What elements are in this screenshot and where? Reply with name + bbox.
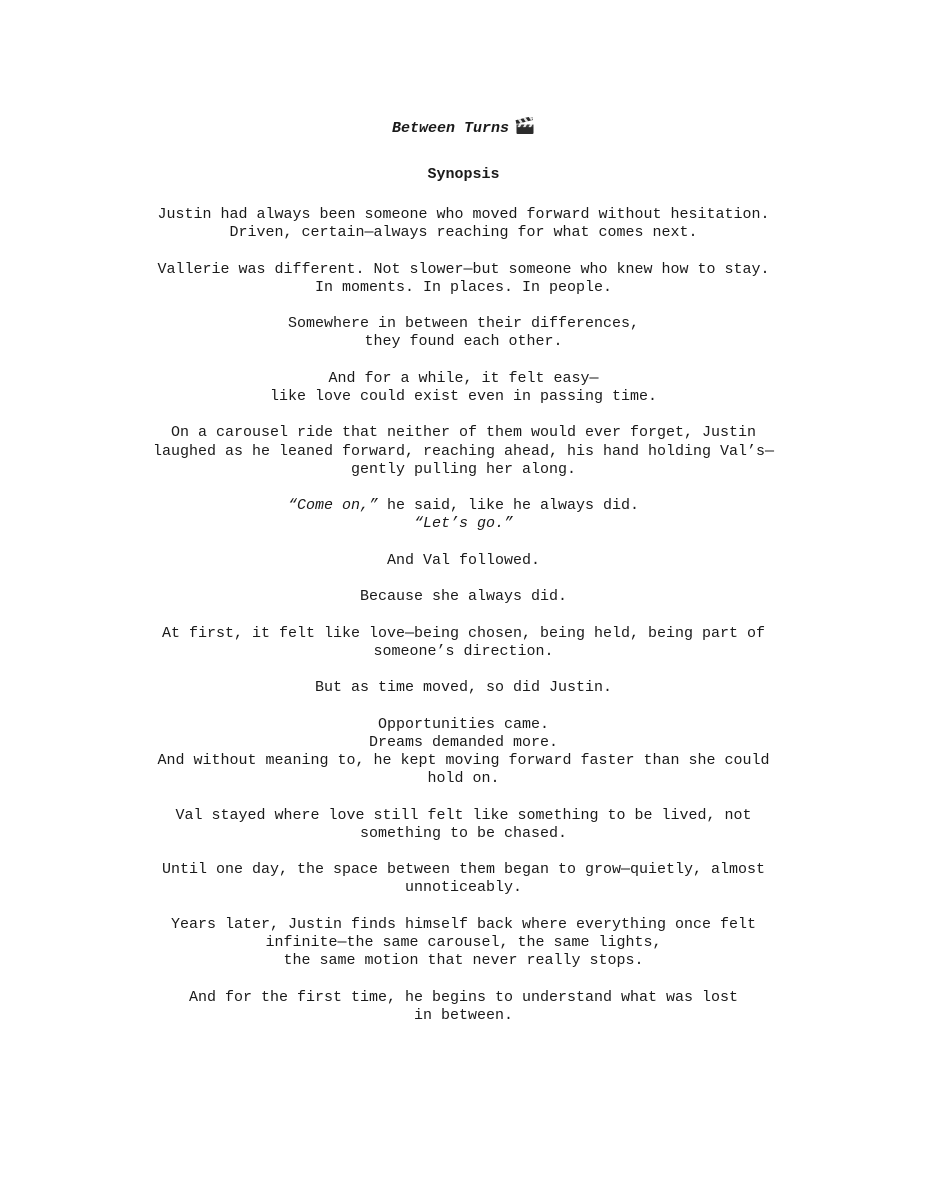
synopsis-paragraph: [0, 206, 927, 242]
paragraph-line: [0, 497, 927, 515]
line-text: gently pulling her along.: [350, 460, 577, 478]
paragraph-line: [0, 952, 927, 970]
title-text: Between Turns: [391, 120, 510, 137]
clapperboard-icon: [515, 117, 535, 135]
paragraph-line: [0, 770, 927, 788]
synopsis-paragraph: [0, 261, 927, 297]
line-text: Opportunities came.: [377, 715, 550, 733]
synopsis-paragraph: [0, 315, 927, 351]
synopsis-paragraph: [0, 497, 927, 533]
paragraph-line: [0, 643, 927, 661]
synopsis-paragraph: [0, 807, 927, 843]
paragraph-line: [0, 734, 927, 752]
line-text: he said, like he always did.: [377, 497, 640, 515]
synopsis-paragraph: [0, 916, 927, 971]
paragraph-line: [0, 443, 927, 461]
line-text: laughed as he leaned forward, reaching ahead, his hand holding Val’s—: [152, 442, 775, 460]
synopsis-heading: Synopsis: [427, 166, 500, 183]
line-text: And for the first time, he begins to understand what was lost: [188, 988, 739, 1006]
line-text: unnoticeably.: [404, 879, 523, 897]
paragraph-line: [0, 825, 927, 843]
paragraph-line: [0, 752, 927, 770]
paragraph-line: [0, 989, 927, 1007]
paragraph-line: [0, 716, 927, 734]
line-text: Somewhere in between their differences,: [287, 315, 640, 333]
document-title: [0, 117, 927, 139]
line-text: someone’s direction.: [373, 642, 554, 660]
line-text: At first, it felt like love—being chosen, being held, being part of: [161, 624, 766, 642]
line-text: Val stayed where love still felt like something to be lived, not: [175, 806, 752, 824]
line-text: Years later, Justin finds himself back where everything once felt: [170, 915, 757, 933]
line-text: Justin had always been someone who moved forward without hesitation.: [157, 206, 770, 223]
line-text: the same motion that never really stops.: [283, 952, 644, 970]
dialogue-text: “Come on,”: [287, 497, 378, 515]
line-text: And Val followed.: [386, 551, 541, 569]
line-text: something to be chased.: [359, 824, 568, 842]
line-text: And without meaning to, he kept moving forward faster than she could: [157, 751, 770, 769]
paragraph-line: [0, 1007, 927, 1025]
paragraph-line: [0, 261, 927, 279]
paragraph-line: [0, 879, 927, 897]
synopsis-paragraph: [0, 679, 927, 697]
paragraph-line: [0, 370, 927, 388]
paragraph-line: [0, 807, 927, 825]
line-text: And for a while, it felt easy—: [328, 369, 599, 387]
synopsis-paragraph: [0, 588, 927, 606]
paragraph-line: [0, 279, 927, 297]
paragraph-line: [0, 424, 927, 442]
synopsis-paragraph: [0, 552, 927, 570]
paragraph-line: [0, 588, 927, 606]
paragraph-line: [0, 861, 927, 879]
paragraph-line: [0, 679, 927, 697]
paragraph-line: [0, 333, 927, 351]
line-text: infinite—the same carousel, the same lights,: [265, 933, 662, 951]
paragraph-line: [0, 934, 927, 952]
line-text: Until one day, the space between them began to grow—quietly, almost: [161, 861, 766, 879]
synopsis-paragraph: [0, 861, 927, 897]
line-text: Dreams demanded more.: [368, 733, 559, 751]
paragraph-line: [0, 206, 927, 224]
paragraph-line: [0, 461, 927, 479]
synopsis-paragraph: [0, 625, 927, 661]
line-text: like love could exist even in passing time.: [269, 387, 658, 405]
line-text: But as time moved, so did Justin.: [314, 679, 613, 697]
line-text: in between.: [413, 1006, 514, 1024]
line-text: they found each other.: [364, 333, 563, 351]
paragraph-line: [0, 224, 927, 242]
paragraph-line: [0, 625, 927, 643]
line-text: In moments. In places. In people.: [314, 278, 613, 296]
paragraph-line: [0, 388, 927, 406]
synopsis-paragraph: [0, 370, 927, 406]
paragraph-line: [0, 515, 927, 533]
synopsis-paragraph: [0, 989, 927, 1025]
dialogue-text: “Let’s go.”: [413, 515, 514, 533]
paragraph-line: [0, 552, 927, 570]
line-text: Because she always did.: [359, 588, 568, 606]
paragraph-line: [0, 315, 927, 333]
line-text: hold on.: [427, 770, 500, 788]
synopsis-paragraph: [0, 424, 927, 479]
line-text: On a carousel ride that neither of them would ever forget, Justin: [170, 424, 757, 442]
synopsis-paragraph: [0, 716, 927, 789]
line-text: Vallerie was different. Not slower—but someone who knew how to stay.: [157, 260, 770, 278]
synopsis-body: [0, 206, 927, 1043]
paragraph-line: [0, 916, 927, 934]
line-text: Driven, certain—always reaching for what comes next.: [229, 224, 698, 242]
